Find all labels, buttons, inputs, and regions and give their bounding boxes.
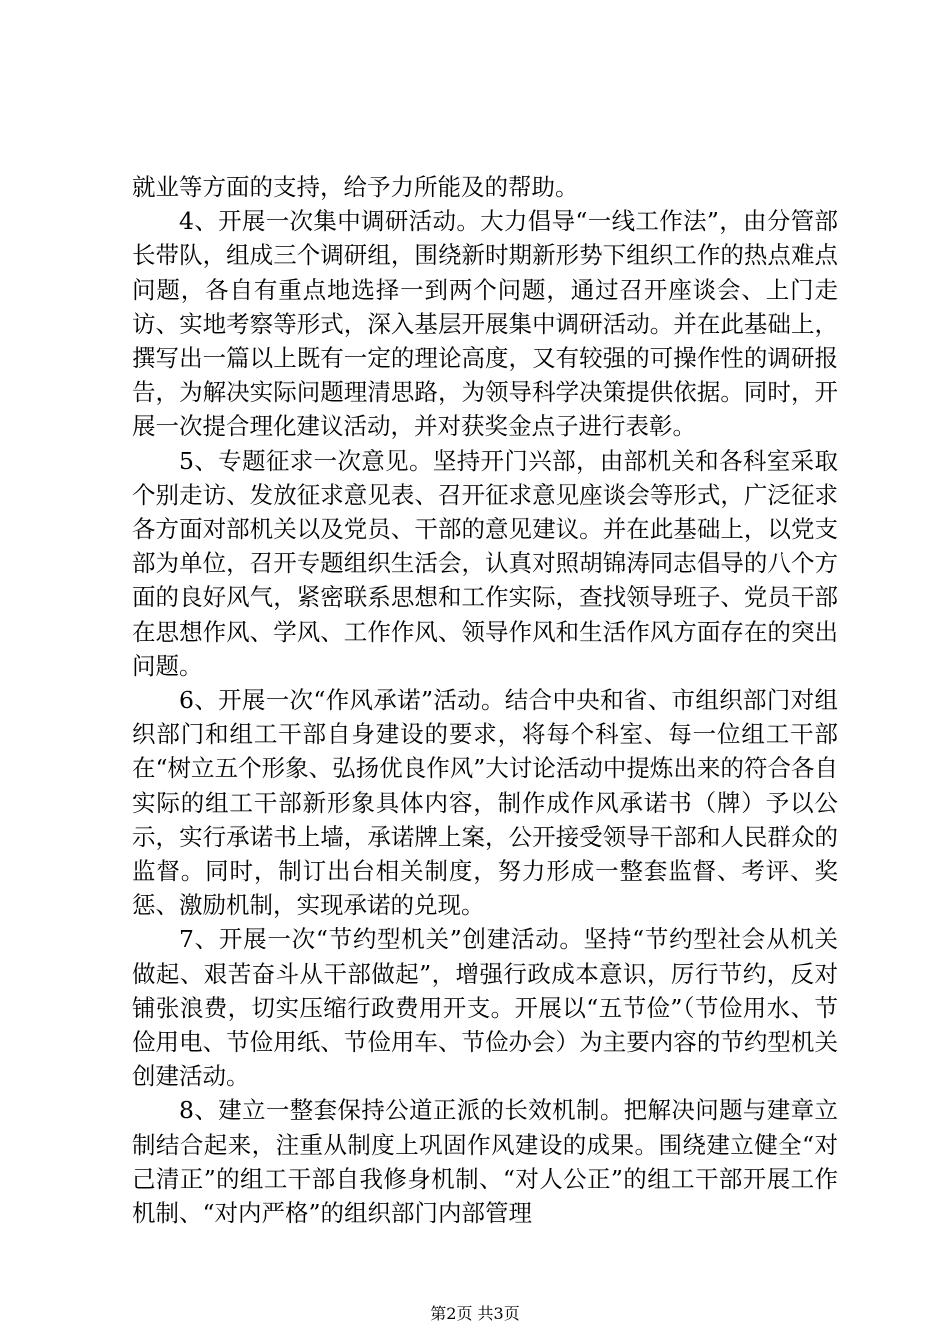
paragraph-item-6: 6、开展一次“作风承诺”活动。结合中央和省、市组织部门对组织部门和组工干部自身建设的要求，将每个科室、每一位组工干部在“树立五个形象、弘扬优良作风”大讨论活动中提炼出来的符合各自实际的组工干部新形象具体内容，制作成作风承诺书（牌）予以公示，实行承诺书上墙，承诺牌上案，公开接受领导干部和人民群众的监督。同时，制订出台相关制度，努力形成一整套监督、考评、奖惩、激励机制，实现承诺的兑现。 xyxy=(132,686,838,920)
paragraph-continuation: 就业等方面的支持，给予力所能及的帮助。 xyxy=(132,173,579,201)
paragraph-item-7: 7、开展一次“节约型机关”创建活动。坚持“节约型社会从机关做起、艰苦奋斗从干部做起”，增强行政成本意识，厉行节约，反对铺张浪费，切实压缩行政费用开支。开展以“五节俭”（节俭用水、节俭用电、节俭用纸、节俭用车、节俭办会）为主要内容的节约型机关创建活动。 xyxy=(132,925,838,1091)
document-body xyxy=(132,170,838,1230)
page-number-footer: 第2页 共3页 xyxy=(430,1304,520,1323)
paragraph-item-5: 5、专题征求一次意见。坚持开门兴部，由部机关和各科室采取个别走访、发放征求意见表、召开征求意见座谈会等形式，广泛征求各方面对部机关以及党员、干部的意见建议。并在此基础上，以党支部为单位，召开专题组织生活会，认真对照胡锦涛同志倡导的八个方面的良好风气，紧密联系思想和工作实际，查找领导班子、党员干部在思想作风、学风、工作作风、领导作风和生活作风方面存在的突出问题。 xyxy=(132,446,838,680)
paragraph-item-8: 8、建立一整套保持公道正派的长效机制。把解决问题与建章立制结合起来，注重从制度上巩固作风建设的成果。围绕建立健全“对己清正”的组工干部自我修身机制、“对人公正”的组工干部开展工作机制、“对内严格”的组织部门内部管理 xyxy=(132,1096,838,1228)
paragraph-item-4: 4、开展一次集中调研活动。大力倡导“一线工作法”，由分管部长带队，组成三个调研组，围绕新时期新形势下组织工作的热点难点问题，各自有重点地选择一到两个问题，通过召开座谈会、上门走访、实地考察等形式，深入基层开展集中调研活动。并在此基础上，撰写出一篇以上既有一定的理论高度，又有较强的可操作性的调研报告，为解决实际问题理清思路，为领导科学决策提供依据。同时，开展一次提合理化建议活动，并对获奖金点子进行表彰。 xyxy=(132,207,838,441)
